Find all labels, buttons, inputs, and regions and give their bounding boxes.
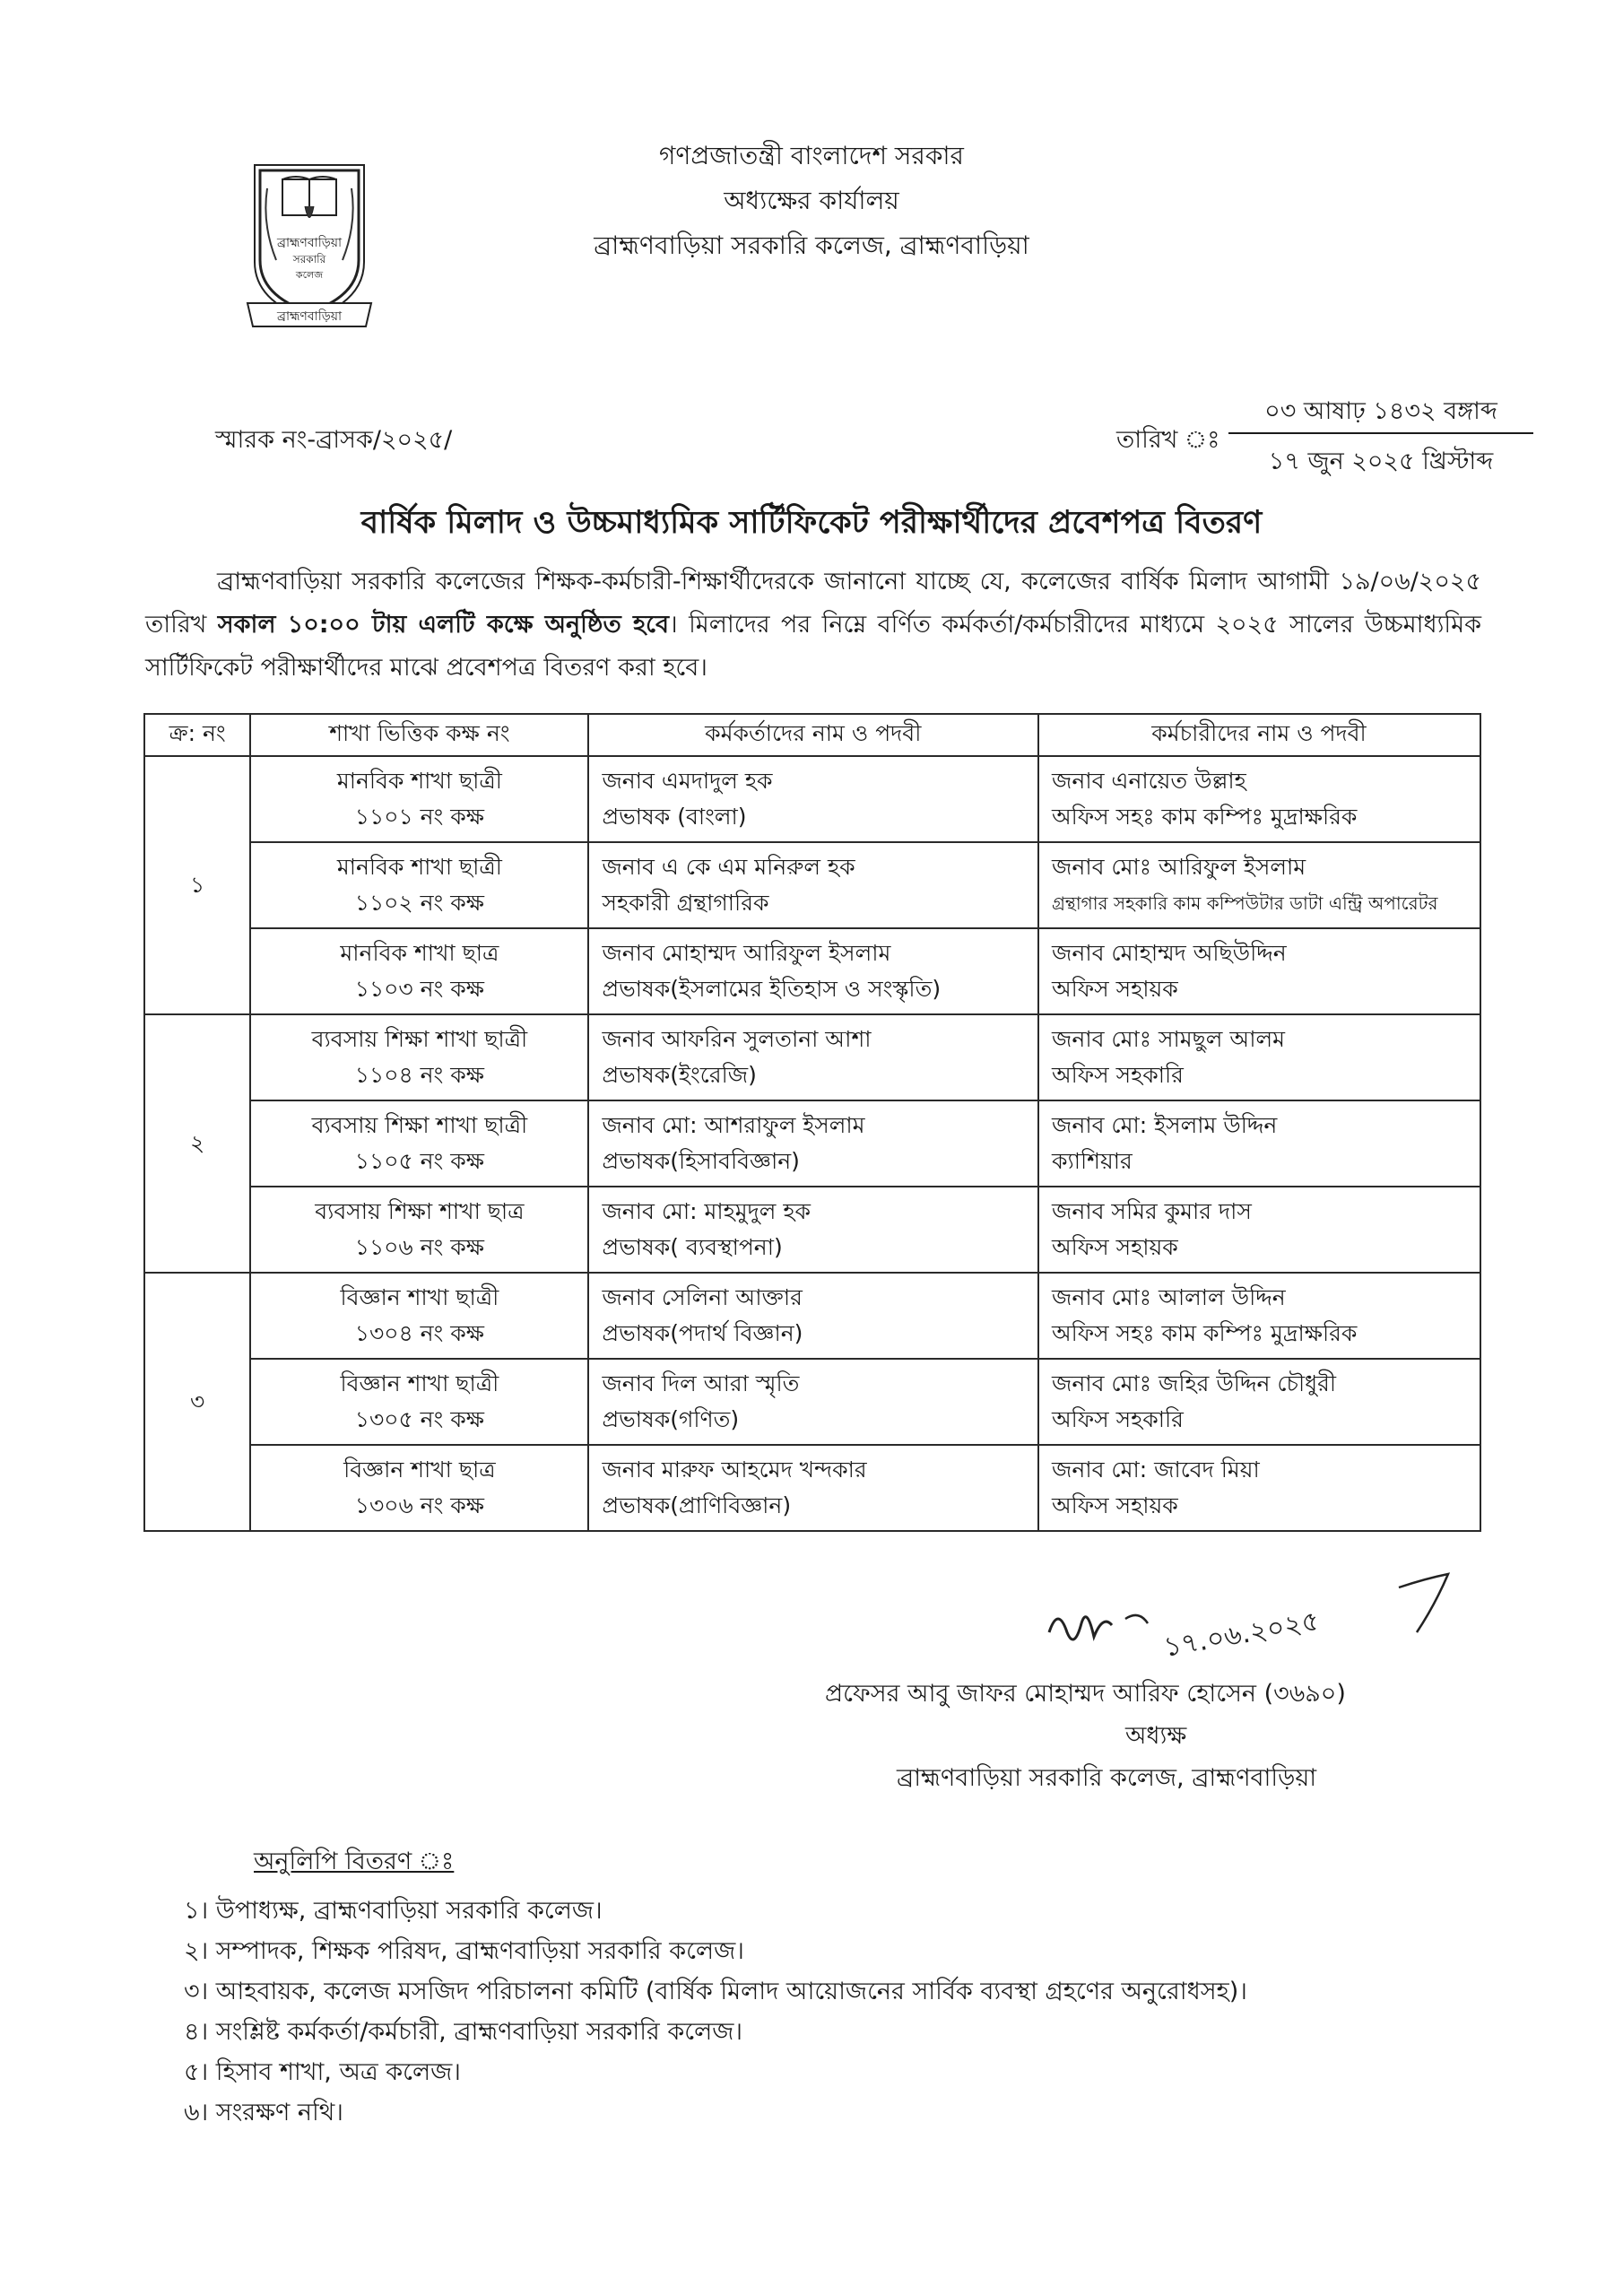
room-cell-line1: বিজ্ঞান শাখা ছাত্রী: [340, 1284, 499, 1310]
cc-heading: অনুলিপি বিতরণ ঃ: [254, 1848, 455, 1875]
room-cell-line1: মানবিক শাখা ছাত্র: [340, 940, 499, 966]
officer-cell: [588, 1014, 1038, 1100]
employee-cell-line1: জনাব মোঃ আরিফুল ইসলাম: [1052, 854, 1306, 880]
room-cell-line1: ব্যবসায় শিক্ষা শাখা ছাত্রী: [311, 1112, 528, 1138]
officer-cell-line2: সহকারী গ্রন্থাগারিক: [602, 890, 769, 916]
room-cell-line1: ব্যবসায় শিক্ষা শাখা ছাত্র: [315, 1198, 525, 1224]
officer-cell-line1: জনাব মারুফ আহমেদ খন্দকার: [602, 1457, 867, 1483]
room-cell-line2: ১৩০৪ নং কক্ষ: [354, 1320, 485, 1346]
cc-item: ৬। সংরক্ষণ নথি।: [184, 2099, 343, 2126]
memo-number: স্মারক নং-ব্রাসক/২০২৫/: [215, 426, 453, 454]
room-cell: [250, 842, 588, 928]
employee-cell-line2: অফিস সহকারি: [1052, 1406, 1184, 1432]
logo-text-mid: সরকারি: [292, 253, 326, 265]
room-cell: [250, 1359, 588, 1445]
room-cell-line2: ১১০৪ নং কক্ষ: [354, 1062, 484, 1088]
table-row: [144, 756, 1480, 842]
header-officer: কর্মকর্তাদের নাম ও পদবী: [588, 714, 1038, 756]
table-header-row: [144, 714, 1480, 756]
employee-cell-line2: অফিস সহায়ক: [1052, 1234, 1178, 1260]
room-cell: [250, 1187, 588, 1273]
serial-cell: ৩: [144, 1273, 250, 1531]
room-cell-line2: ১৩০৬ নং কক্ষ: [354, 1492, 485, 1518]
cc-item: ৩। আহবায়ক, কলেজ মসজিদ পরিচালনা কমিটি (বার্ষিক মিলাদ আয়োজনের সার্বিক ব্যবস্থা গ্রহণের অনুরোধসহ)।: [184, 1978, 1247, 2005]
employee-cell: [1038, 842, 1480, 928]
officer-cell: [588, 756, 1038, 842]
officer-cell-line2: প্রভাষক(ইসলামের ইতিহাস ও সংস্কৃতি): [602, 976, 942, 1002]
cc-item: ৫। হিসাব শাখা, অত্র কলেজ।: [184, 2058, 461, 2086]
header-room: শাখা ভিত্তিক কক্ষ নং: [250, 714, 588, 756]
signatory-college: ব্রাহ্মণবাড়িয়া সরকারি কলেজ, ব্রাহ্মণবাড়িয়া: [897, 1764, 1317, 1792]
officer-cell: [588, 1187, 1038, 1273]
room-cell: [250, 928, 588, 1014]
officer-cell-line2: প্রভাষক(পদার্থ বিজ্ঞান): [602, 1320, 803, 1346]
employee-cell-line2: অফিস সহঃ কাম কম্পিঃ মুদ্রাক্ষরিক: [1052, 1320, 1358, 1346]
officer-cell: [588, 1100, 1038, 1187]
cc-item: ১। উপাধ্যক্ষ, ব্রাহ্মণবাড়িয়া সরকারি কলেজ।: [184, 1897, 603, 1925]
employee-cell: [1038, 1014, 1480, 1100]
officer-cell-line2: প্রভাষক(গণিত): [602, 1406, 740, 1432]
handwritten-signature: [1040, 1570, 1462, 1677]
room-cell-line1: বিজ্ঞান শাখা ছাত্রী: [340, 1370, 499, 1396]
date-gregorian: ১৭ জুন ২০২৫ খ্রিস্টাব্দ: [1268, 448, 1494, 475]
employee-cell-line1: জনাব মো: জাবেদ মিয়া: [1052, 1457, 1260, 1483]
date-bangla: ০৩ আষাঢ় ১৪৩২ বঙ্গাব্দ: [1264, 397, 1497, 425]
notice-title: বার্ষিক মিলাদ ও উচ্চমাধ্যমিক সার্টিফিকেট পরীক্ষার্থীদের প্রবেশপত্র বিতরণ: [360, 505, 1263, 541]
room-cell-line1: বিজ্ঞান শাখা ছাত্র: [343, 1457, 496, 1483]
officer-cell-line2: প্রভাষক(হিসাববিজ্ঞান): [602, 1148, 800, 1174]
officer-cell: [588, 928, 1038, 1014]
employee-cell-line1: জনাব সমির কুমার দাস: [1052, 1198, 1252, 1224]
cc-item: ২। সম্পাদক, শিক্ষক পরিষদ, ব্রাহ্মণবাড়িয়া সরকারি কলেজ।: [184, 1937, 744, 1965]
room-cell-line1: মানবিক শাখা ছাত্রী: [336, 768, 502, 794]
room-cell-line2: ১১০৬ নং কক্ষ: [354, 1234, 485, 1260]
officer-cell-line1: জনাব দিল আরা স্মৃতি: [602, 1370, 800, 1396]
officer-cell: [588, 1273, 1038, 1359]
header-government: গণপ্রজাতন্ত্রী বাংলাদেশ সরকার: [659, 141, 964, 170]
employee-cell-line2: অফিস সহায়ক: [1052, 976, 1178, 1002]
employee-cell: [1038, 928, 1480, 1014]
room-cell: [250, 1273, 588, 1359]
cc-item: ৪। সংশ্লিষ্ট কর্মকর্তা/কর্মচারী, ব্রাহ্মণবাড়িয়া সরকারি কলেজ।: [184, 2018, 743, 2046]
employee-cell-line1: জনাব মোঃ সামছুল আলম: [1052, 1026, 1286, 1052]
logo-text-bottom: কলেজ: [295, 269, 324, 281]
room-cell-line2: ১১০১ নং কক্ষ: [354, 804, 484, 830]
employee-cell: [1038, 1359, 1480, 1445]
table-row: [144, 1187, 1480, 1273]
room-cell-line2: ১৩০৫ নং কক্ষ: [354, 1406, 485, 1432]
officer-cell-line2: প্রভাষক(ইংরেজি): [602, 1062, 757, 1088]
officer-cell-line1: জনাব আফরিন সুলতানা আশা: [602, 1026, 872, 1052]
officer-cell-line1: জনাব মোহাম্মদ আরিফুল ইসলাম: [602, 940, 891, 966]
employee-cell: [1038, 1445, 1480, 1531]
signature-date: ১৭.০৬.২০২৫: [1161, 1605, 1322, 1664]
signatory-title: অধ্যক্ষ: [1125, 1722, 1187, 1750]
employee-cell: [1038, 1187, 1480, 1273]
officer-cell-line1: জনাব এ কে এম মনিরুল হক: [602, 854, 855, 880]
distribution-table: [143, 713, 1481, 1532]
table-row: [144, 1273, 1480, 1359]
notice-body: [145, 561, 1481, 690]
cc-list: [184, 1891, 1247, 2133]
room-cell-line2: ১১০২ নং কক্ষ: [354, 890, 485, 916]
table-row: [144, 1445, 1480, 1531]
employee-cell: [1038, 1100, 1480, 1187]
employee-cell: [1038, 756, 1480, 842]
officer-cell-line2: প্রভাষক (বাংলা): [602, 804, 747, 830]
logo-text-top: ব্রাহ্মণবাড়িয়া: [276, 236, 343, 250]
room-cell: [250, 1100, 588, 1187]
officer-cell-line1: জনাব মো: আশরাফুল ইসলাম: [602, 1112, 865, 1138]
body-text-part2: । মিলাদের পর নিম্নে বর্ণিত কর্মকর্তা/কর্মচারীদের মাধ্যমে ২০২৫ সালের উচ্চমাধ্যমিক সার্টিফিকেট পরীক্ষার্থীদের মাঝে প্রবেশপত্র বিতরণ করা হবে।: [145, 611, 1482, 682]
employee-cell-line2: অফিস সহঃ কাম কম্পিঃ মুদ্রাক্ষরিক: [1052, 804, 1358, 830]
employee-cell-line1: জনাব মোহাম্মদ অছিউদ্দিন: [1052, 940, 1287, 966]
room-cell-line2: ১১০৩ নং কক্ষ: [354, 976, 485, 1002]
employee-cell-line2: অফিস সহায়ক: [1052, 1492, 1178, 1518]
officer-cell-line2: প্রভাষক( ব্যবস্থাপনা): [602, 1234, 783, 1260]
officer-cell-line1: জনাব সেলিনা আক্তার: [602, 1284, 803, 1310]
officer-cell-line2: প্রভাষক(প্রাণিবিজ্ঞান): [602, 1492, 792, 1518]
employee-cell-line2: ক্যাশিয়ার: [1052, 1148, 1133, 1174]
employee-cell-line2: অফিস সহকারি: [1052, 1062, 1184, 1088]
officer-cell-line1: জনাব এমদাদুল হক: [602, 768, 773, 794]
serial-cell: ২: [144, 1014, 250, 1273]
header-college: ব্রাহ্মণবাড়িয়া সরকারি কলেজ, ব্রাহ্মণবাড়িয়া: [594, 230, 1029, 260]
employee-cell-line1: জনাব মোঃ জহির উদ্দিন চৌধুরী: [1052, 1370, 1337, 1396]
officer-cell: [588, 1359, 1038, 1445]
room-cell: [250, 756, 588, 842]
table-row: [144, 1100, 1480, 1187]
date-divider: [1228, 432, 1533, 434]
officer-cell: [588, 1445, 1038, 1531]
employee-cell-line2: গ্রন্থাগার সহকারি কাম কম্পিউটার ডাটা এন্ট্রি অপারেটর: [1052, 892, 1438, 914]
room-cell: [250, 1014, 588, 1100]
header-serial: ক্র: নং: [144, 714, 250, 756]
room-cell-line1: মানবিক শাখা ছাত্রী: [336, 854, 502, 880]
body-text-part1: ব্রাহ্মণবাড়িয়া সরকারি কলেজের শিক্ষক-কর্মচারী-শিক্ষার্থীদেরকে জানানো যাচ্ছে যে, কলেজের বার্ষিক মিলাদ আগামী ১৯/০৬/২০২৫ তারিখ: [145, 568, 1481, 639]
employee-cell-line1: জনাব এনায়েত উল্লাহ: [1052, 768, 1246, 794]
header-office: অধ্যক্ষের কার্যালয়: [724, 186, 899, 215]
table-row: [144, 1359, 1480, 1445]
officer-cell-line1: জনাব মো: মাহমুদুল হক: [602, 1198, 811, 1224]
room-cell: [250, 1445, 588, 1531]
employee-cell: [1038, 1273, 1480, 1359]
room-cell-line2: ১১০৫ নং কক্ষ: [354, 1148, 484, 1174]
body-text-bold: সকাল ১০:০০ টায় এলটি কক্ষে অনুষ্ঠিত হবে: [217, 611, 670, 639]
header-employee: কর্মচারীদের নাম ও পদবী: [1038, 714, 1480, 756]
date-label: তারিখ ঃ: [1116, 426, 1220, 454]
signatory-name: প্রফেসর আবু জাফর মোহাম্মদ আরিফ হোসেন (৩৬৯০): [825, 1680, 1346, 1708]
table-row: [144, 928, 1480, 1014]
employee-cell-line1: জনাব মো: ইসলাম উদ্দিন: [1052, 1112, 1278, 1138]
room-cell-line1: ব্যবসায় শিক্ষা শাখা ছাত্রী: [311, 1026, 528, 1052]
employee-cell-line1: জনাব মোঃ আলাল উদ্দিন: [1052, 1284, 1286, 1310]
table-row: [144, 842, 1480, 928]
officer-cell: [588, 842, 1038, 928]
logo-ribbon-text: ব্রাহ্মণবাড়িয়া: [276, 309, 343, 324]
table-row: [144, 1014, 1480, 1100]
serial-cell: ১: [144, 756, 250, 1014]
